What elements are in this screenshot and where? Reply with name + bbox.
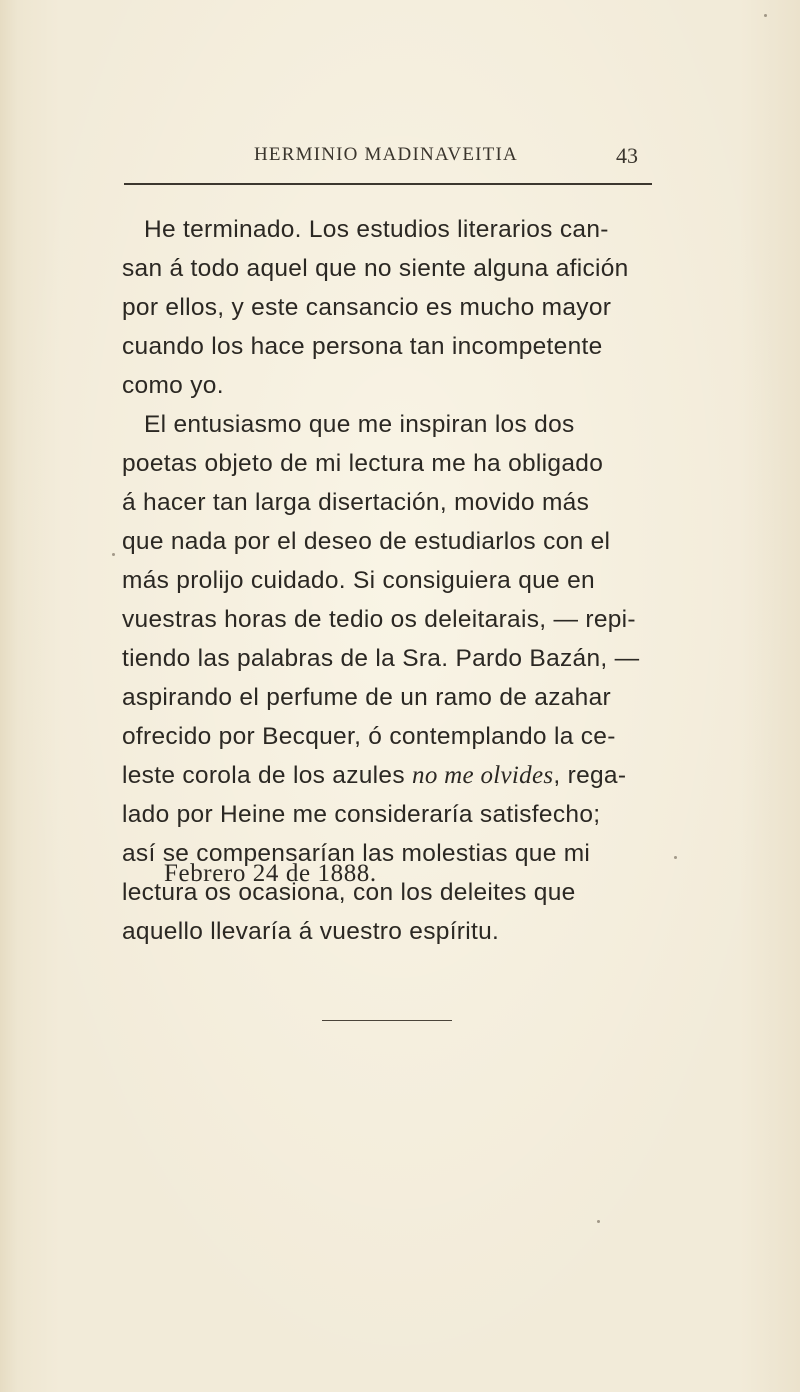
paper-speck [674,856,677,859]
text-line: por ellos, y este cansancio es mucho mayor [122,294,612,321]
paper-speck [112,553,115,556]
text-line: aspirando el perfume de un ramo de azahar [122,684,611,711]
italic-title: no me olvides [412,762,554,789]
running-head [254,144,654,174]
closing-date: Febrero 24 de 1888. [164,860,377,887]
text-line: cuando los hace persona tan incompetente [122,333,603,360]
text-line: lectura os ocasiona, con los deleites que [122,879,576,906]
text-line: poetas objeto de mi lectura me ha obligado [122,450,604,477]
text-line: á hacer tan larga disertación, movido más [122,489,590,516]
body-text [122,210,662,951]
text-line: He terminado. Los estudios literarios can- [144,216,609,243]
text-line: tiendo las palabras de la Sra. Pardo Bazán, — [122,645,640,672]
text-line: El entusiasmo que me inspiran los dos [144,411,575,438]
text-line: aquello llevaría á vuestro espíritu. [122,918,500,945]
page-number: 43 [616,143,638,168]
text-line: san á todo aquel que no siente alguna afición [122,255,629,282]
text-fragment: , rega- [553,762,627,789]
text-line: así se compensarían las molestias que mi [122,840,591,867]
paper-speck [764,14,767,17]
running-head-author: HERMINIO MADINAVEITIA [254,144,518,165]
header-rule [124,183,652,185]
end-rule [322,1020,452,1021]
text-fragment: leste corola de los azules [122,762,405,789]
text-line: más prolijo cuidado. Si consiguiera que en [122,567,595,594]
text-line: lado por Heine me consideraría satisfecho; [122,801,601,828]
paper-speck [597,1220,600,1223]
text-line: que nada por el deseo de estudiarlos con el [122,528,611,555]
text-line: vuestras horas de tedio os deleitarais, — repi- [122,606,636,633]
text-line [122,756,662,795]
text-line: ofrecido por Becquer, ó contemplando la ce- [122,723,616,750]
text-line: como yo. [122,372,224,399]
